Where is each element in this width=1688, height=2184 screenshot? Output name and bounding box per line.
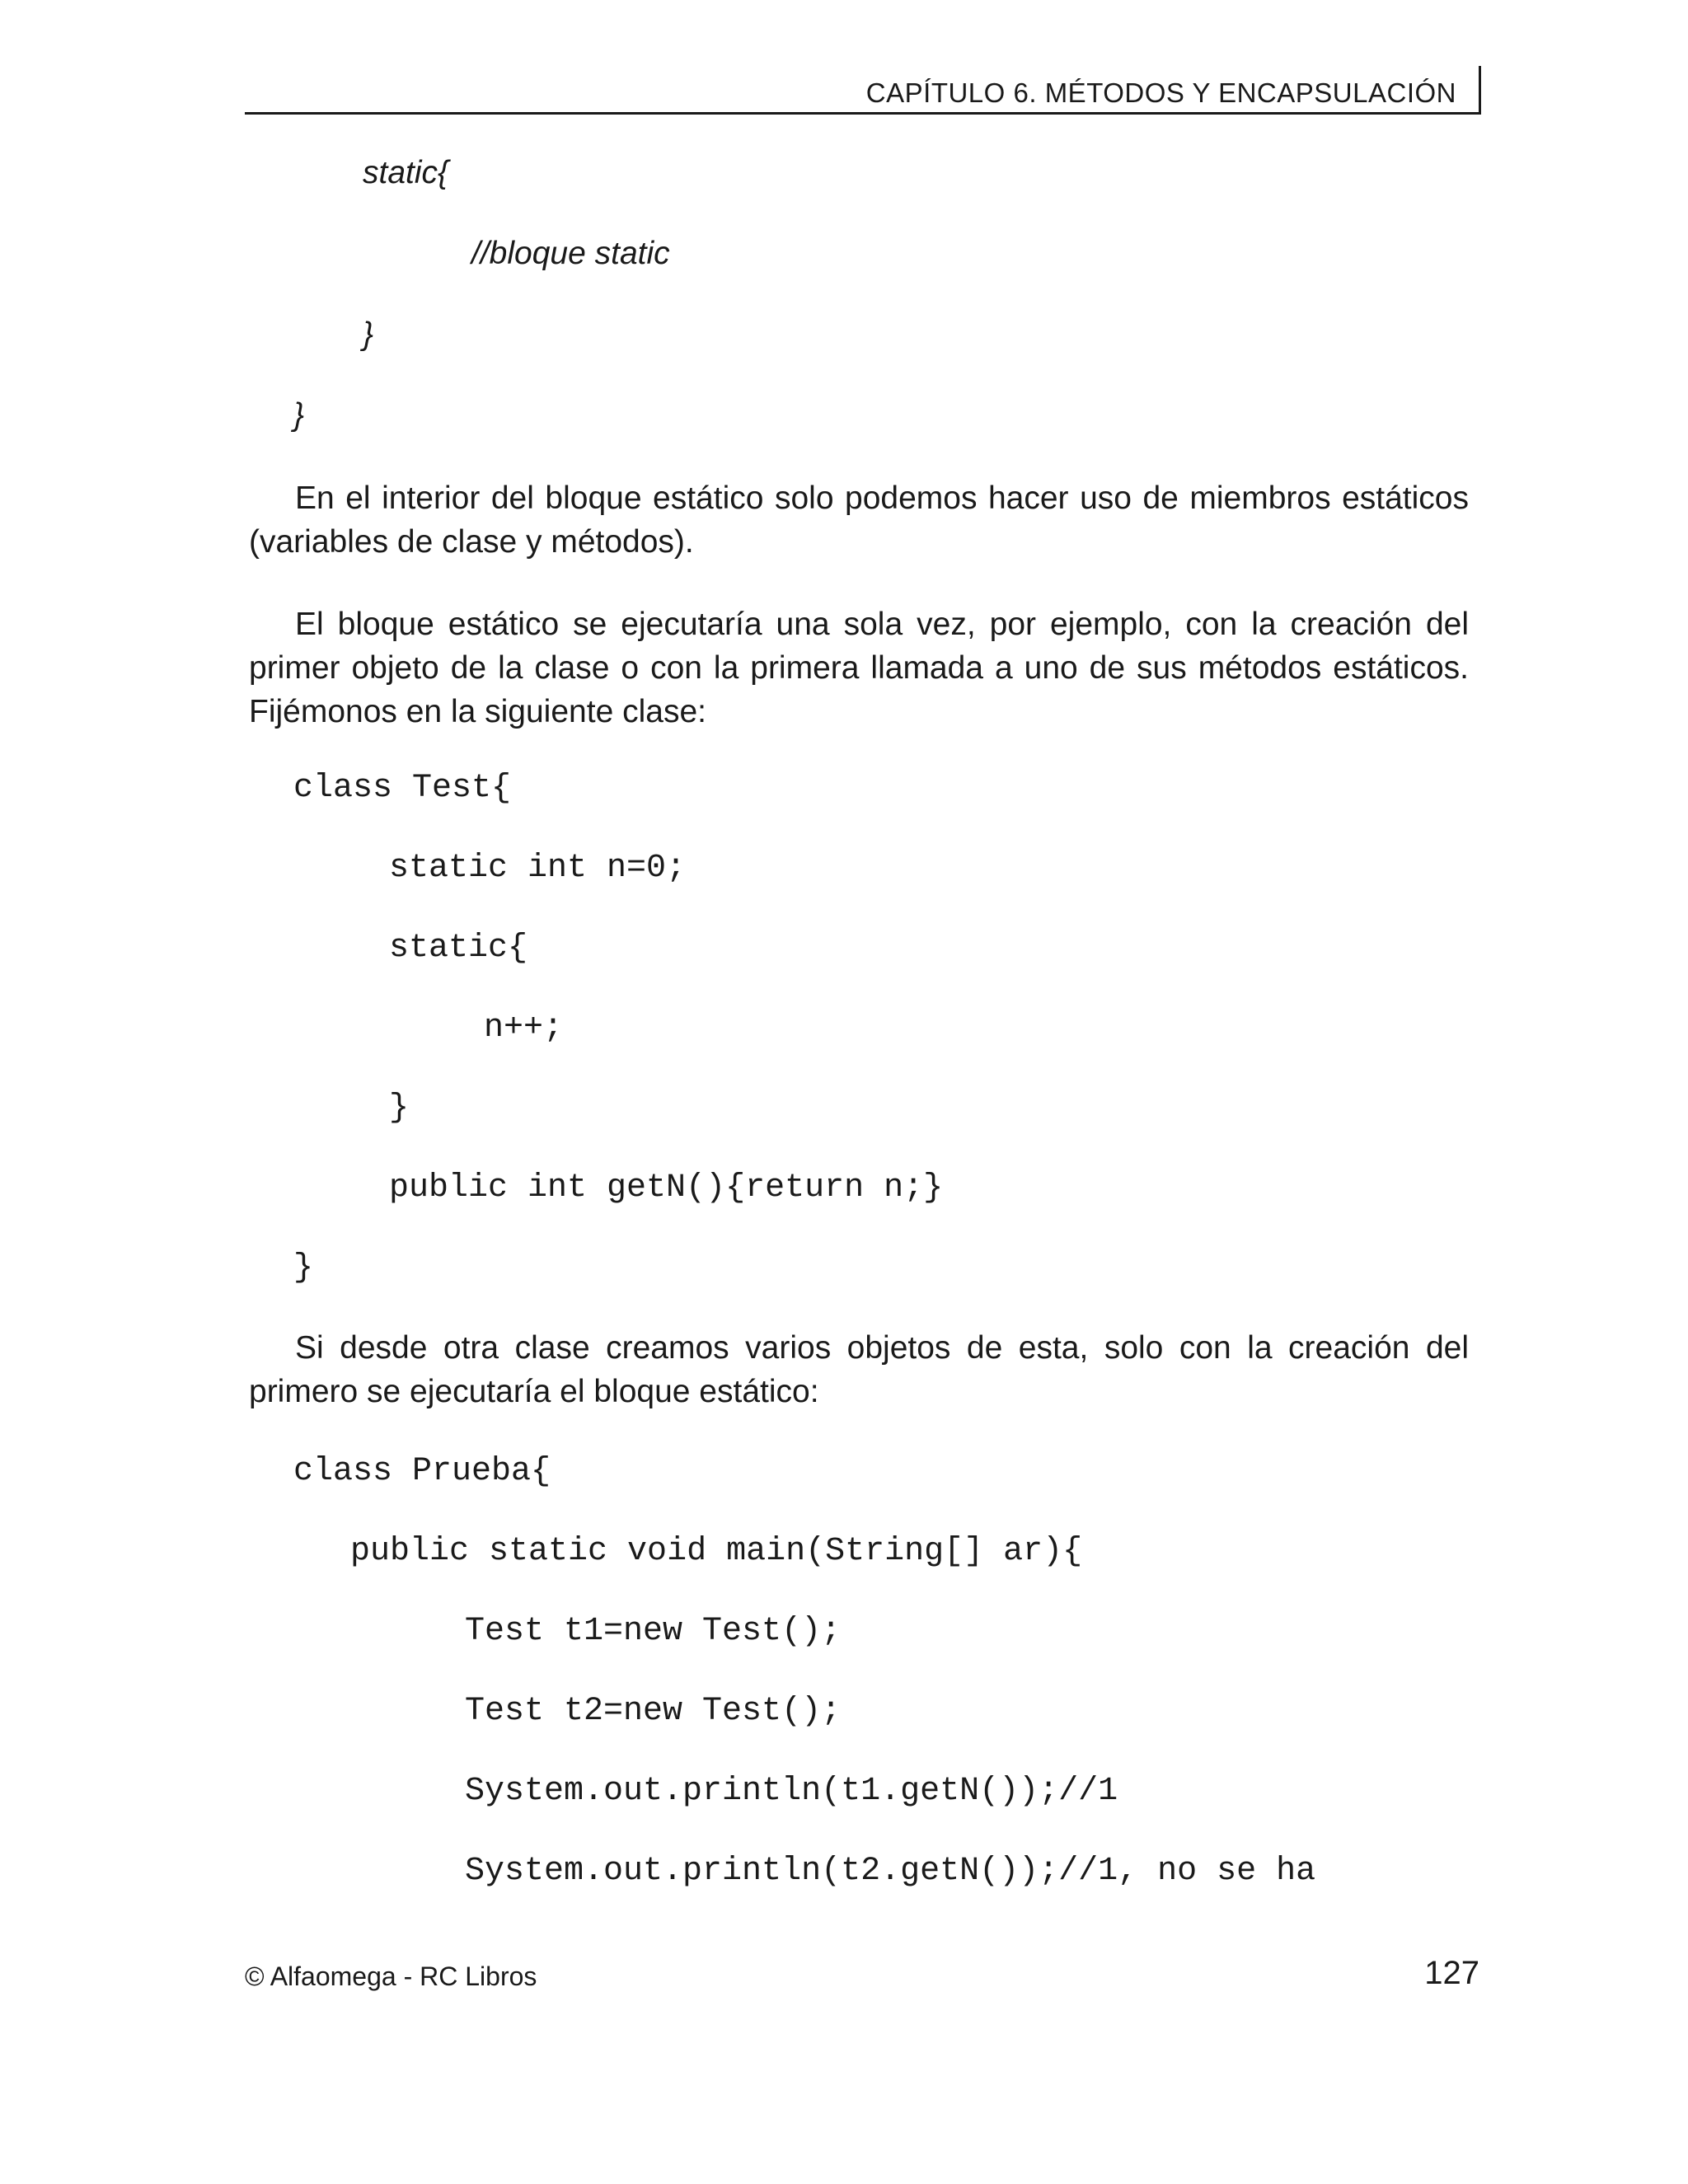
page-number: 127 — [1424, 1955, 1479, 1991]
syntax-comment: //bloque static — [471, 236, 670, 271]
code-line: public int getN(){return n;} — [389, 1169, 944, 1207]
paragraph-other-class: Si desde otra clase creamos varios objetos de esta, solo con la creación del primero se ejecutaría el bloque estático: — [249, 1330, 1469, 1409]
code-line: Test t1=new Test(); — [465, 1613, 842, 1650]
syntax-class-close: } — [293, 397, 305, 433]
code-line: } — [389, 1090, 410, 1127]
code-line: System.out.println(t2.getN());//1, no se ha — [465, 1853, 1316, 1890]
code-line: Test t2=new Test(); — [465, 1693, 842, 1730]
code-line: System.out.println(t1.getN());//1 — [465, 1773, 1118, 1810]
header-rule — [1479, 66, 1481, 112]
code-line: public static void main(String[] ar){ — [350, 1533, 1083, 1570]
code-line: class Test{ — [293, 770, 512, 807]
syntax-static-open: static{ — [363, 155, 449, 190]
code-line: static int n=0; — [389, 850, 687, 887]
syntax-static-close: } — [363, 316, 374, 352]
code-line: n++; — [484, 1010, 564, 1047]
page-header — [245, 66, 1481, 115]
paragraph-static-members: En el interior del bloque estático solo podemos hacer uso de miembros estáticos (variables de clase y métodos). — [249, 480, 1469, 560]
code-line: class Prueba{ — [293, 1453, 551, 1490]
code-line: } — [293, 1249, 314, 1286]
code-line: static{ — [389, 930, 528, 967]
footer-copyright: © Alfaomega - RC Libros — [245, 1961, 537, 1991]
paragraph-static-execution: El bloque estático se ejecutaría una sola vez, por ejemplo, con la creación del primer objeto de la clase o con la primera llamada a uno de sus métodos estáticos. Fijémonos en la siguiente clase: — [249, 607, 1469, 729]
chapter-title: CAPÍTULO 6. MÉTODOS Y ENCAPSULACIÓN — [865, 77, 1456, 108]
